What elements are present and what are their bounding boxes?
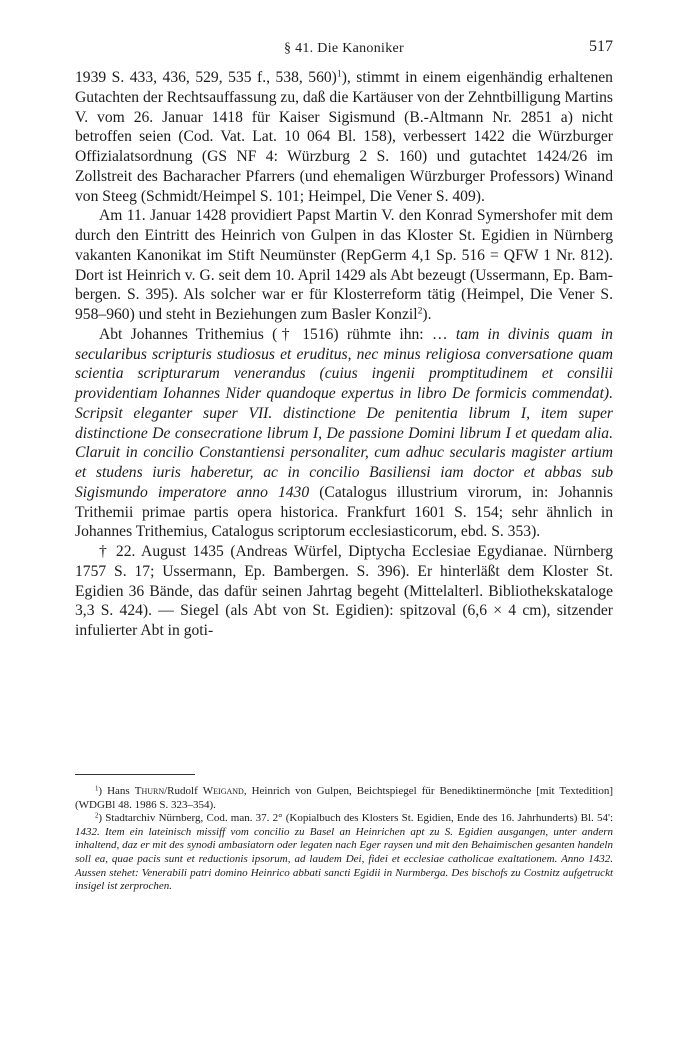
running-title: § 41. Die Kanoniker xyxy=(283,41,404,56)
paragraph-1 xyxy=(75,68,613,206)
footnote-2-quote-a: 1432. Item ein lateinisch missiff vom concilio zu Basel an Heinrichen apt zu S. Egidien ausgangen, unter andern inhaltend, daz er mit des synodi ambasiatorn oder legaten nach Eger raysen und mit den Behaimischen gesanten handeln soll ea, quae pacis sunt et reductionis ipsorum, ad laudem Dei, fidei et ecclesiae catholicae exaltationem. Anno 1432. Aussen stehet: xyxy=(75,825,613,879)
footnote-1-text-a: ) Hans xyxy=(98,785,135,797)
footnote-2 xyxy=(75,812,613,894)
footnote-1-text-c: , Heinrich von Gulpen, Beichtspiegel für Benediktinermönche [mit Textedition] (WDGBl 48. 1986 S. 323–354). xyxy=(75,785,613,811)
paragraph-2-text-b: ). xyxy=(422,306,432,323)
trithemius-quote: tam in divinis quam in secularibus scripturis studiosus et eruditus, nec minus religiosa conversatione quam scientia scripturarum venerandus (cuius ingenii promptitudinem et consilii providentiam Iohannes Nider quandoque expertus in libro De formicis commendat). Scripsit eleganter super VII. distinctione De penitentia librum I, item super distinctione De consecratione librum I, De passione Domini librum I et quedam alia. Claruit in concilio Constantiensi personaliter, cum adhuc secularis magister artium et studens iuris haberetur, ac in concilio Basiliensi iam doctor et abbas sub Sigismundo imperatore anno 1430 xyxy=(75,325,613,501)
footnote-divider xyxy=(75,774,195,775)
paragraph-1-text-b: ), stimmt in einem eigenhändig erhaltenen Gutachten der Rechtsauffassung zu, daß die Kartäuser von der Zehntbilligung Martins V. vom 26. Januar 1418 für Kaiser Sigismund (B.-Altmann Nr. 2851 a) nicht betroffen seien (Cod. Vat. Lat. 10 064 Bl. 158), verbessert 1422 die Würzburger Offizialatsordnung (GS NF 4: Würzburg 2 S. 160) und gutachtet 1424/26 im Zollstreit des Bacharacher Pfarrers (und ehemaligen Würzburger Professors) Winand von Steeg (Schmidt/Heimpel S. 101; Heimpel, Die Vener S. 409). xyxy=(75,69,613,205)
author-thurn: Thurn xyxy=(134,785,165,797)
author-weigand: Weigand xyxy=(202,785,244,797)
paragraph-3-text-a: Abt Johannes Trithemius († 1516) rühmte ihn: … xyxy=(99,325,456,343)
footnote-2-text-a: ) Stadtarchiv Nürnberg, Cod. man. 37. 2° (Kopialbuch des Klosters St. Egidien, Ende des 16. Jahrhunderts) Bl. 54': xyxy=(98,812,613,825)
footnote-2-mark: 2 xyxy=(95,812,99,820)
footnote-ref-1: 1 xyxy=(336,68,342,80)
footnote-1-mark: 1 xyxy=(95,785,99,793)
footnote-ref-2: 2 xyxy=(417,305,423,317)
footnote-2-quote-b: Venerabili patri domino Heinrico abbati sancti Egidii in Nurmberga. Des bischofs zu Costnitz aufgetruckt insigel ist zerprochen. xyxy=(75,866,614,893)
footnote-1 xyxy=(75,785,613,812)
paragraph-1-text-a: 1939 S. 433, 436, 529, 535 f., 538, 560) xyxy=(75,69,337,86)
paragraph-3 xyxy=(75,325,613,542)
page-header xyxy=(75,38,613,58)
page-number: 517 xyxy=(589,38,613,55)
footnotes xyxy=(75,785,613,894)
paragraph-4: † 22. August 1435 (Andreas Würfel, Diptycha Ecclesiae Egydianae. Nürnberg 1757 S. 17; Ussermann, Ep. Bambergen. S. 396). Er hinterläßt dem Kloster St. Egidien 36 Bände, das dafür seinen Jahrtag begeht (Mittelalterl. Bibliothekskataloge 3,3 S. 424). — Siegel (als Abt von St. Egidien): spitzoval (6,6 × 4 cm), sitzender infulierter Abt in goti- xyxy=(75,543,613,639)
main-text xyxy=(75,68,613,641)
footnote-1-text-b: /Rudolf xyxy=(164,785,203,797)
paragraph-2-text-a: Am 11. Januar 1428 providiert Papst Martin V. den Konrad Symershofer mit dem durch den Eintritt des Heinrich von Gulpen in das Kloster St. Egidien in Nürnberg vakanten Kanonikat im Stift Neumünster (RepGerm 4,1 Sp. 516 = QFW 1 Nr. 812). Dort ist Heinrich v. G. seit dem 10. April 1429 als Abt bezeugt (Ussermann, Ep. Bambergen. S. 395). Als solcher war er für Klosterreform tätig (Heimpel, Die Vener S. 958–960) und steht in Beziehungen zum Basler Konzil xyxy=(75,207,613,323)
paragraph-2 xyxy=(75,206,613,325)
paragraph-3-text-b: (Catalogus illustrium virorum, in: Johannis Trithemii primae partis opera historica. Frankfurt 1601 S. 154; sehr ähnlich in Johannes Trithemius, Catalogus scriptorum ecclesiasticorum, ebd. S. 353). xyxy=(75,483,613,541)
